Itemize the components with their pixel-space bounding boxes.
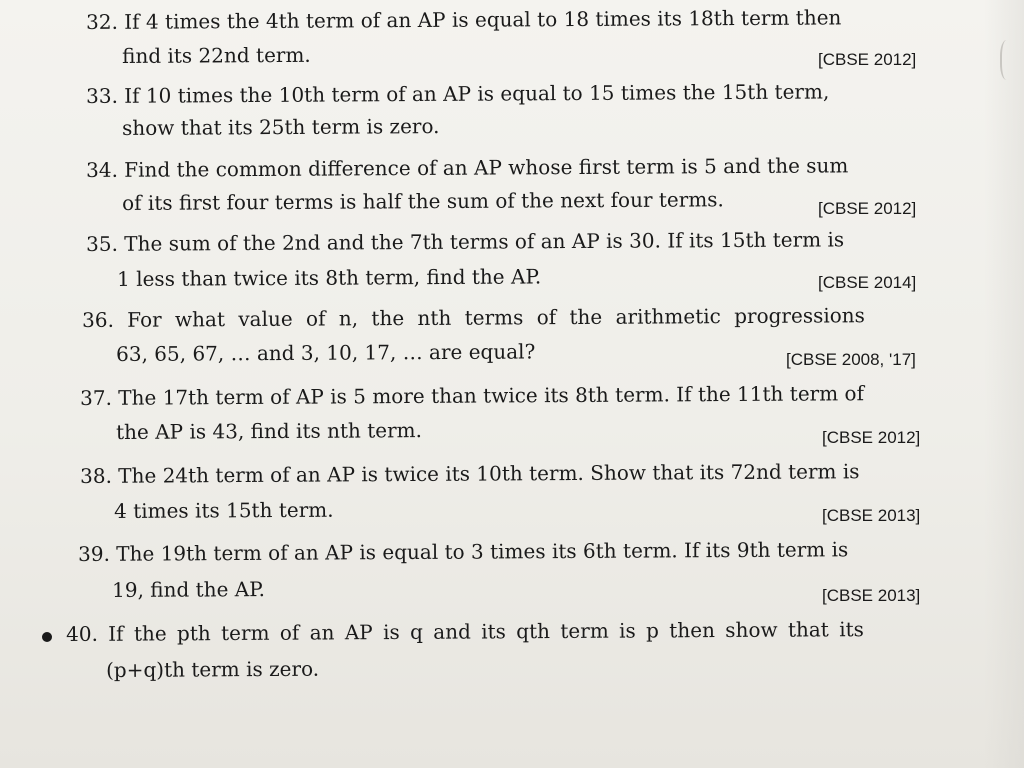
question-40-text: If the pth term of an AP is q and its qth term is p then show that its xyxy=(108,617,864,646)
question-36-number: 36. xyxy=(82,307,114,332)
question-32-text: If 4 times the 4th term of an AP is equal to 18 times its 18th term then xyxy=(124,5,842,34)
question-37-line1 xyxy=(80,381,864,410)
question-35-text: The sum of the 2nd and the 7th terms of an AP is 30. If its 15th term is xyxy=(124,227,845,256)
question-38-line1 xyxy=(80,459,860,488)
question-35-line2: 1 less than twice its 8th term, find the AP. xyxy=(117,264,542,291)
question-33-line2: show that its 25th term is zero. xyxy=(122,114,440,140)
question-36-text: For what value of n, the nth terms of the arithmetic progressions xyxy=(127,303,865,332)
question-38-source: [CBSE 2013] xyxy=(822,506,921,525)
question-40-number: 40. xyxy=(66,621,98,646)
question-34-text: Find the common difference of an AP whose first term is 5 and the sum xyxy=(124,153,849,182)
question-36-source: [CBSE 2008, '17] xyxy=(786,350,916,369)
question-36-line2: 63, 65, 67, … and 3, 10, 17, … are equal? xyxy=(116,339,536,366)
question-37-source: [CBSE 2012] xyxy=(822,428,921,447)
page-edge-mark xyxy=(1000,40,1016,80)
question-39-line2: 19, find the AP. xyxy=(112,577,266,602)
question-40-line1 xyxy=(66,617,864,646)
page-shadow xyxy=(984,0,1024,768)
question-33-line1 xyxy=(86,79,829,108)
question-37-line2: the AP is 43, find its nth term. xyxy=(116,418,423,444)
question-32-source: [CBSE 2012] xyxy=(818,50,917,69)
question-38-number: 38. xyxy=(80,463,112,488)
question-39-source: [CBSE 2013] xyxy=(822,586,921,605)
question-34-line1 xyxy=(86,153,848,182)
question-38-text: The 24th term of an AP is twice its 10th term. Show that its 72nd term is xyxy=(118,459,860,488)
question-32-line1 xyxy=(86,5,841,34)
question-38-line2: 4 times its 15th term. xyxy=(114,497,334,523)
question-32-line2: find its 22nd term. xyxy=(122,42,311,68)
question-33-number: 33. xyxy=(86,83,118,108)
question-37-text: The 17th term of AP is 5 more than twice its 8th term. If the 11th term of xyxy=(118,381,865,410)
question-35-source: [CBSE 2014] xyxy=(818,273,917,292)
question-35-number: 35. xyxy=(86,231,118,256)
question-33-text: If 10 times the 10th term of an AP is equal to 15 times the 15th term, xyxy=(124,79,830,108)
question-34-source: [CBSE 2012] xyxy=(818,199,917,218)
question-39-number: 39. xyxy=(78,541,110,566)
question-35-line1 xyxy=(86,227,844,256)
bullet-mark xyxy=(42,632,52,642)
question-36-line1 xyxy=(82,303,865,332)
question-37-number: 37. xyxy=(80,385,112,410)
question-39-line1 xyxy=(78,537,848,566)
question-40-line2: (p+q)th term is zero. xyxy=(106,656,320,682)
question-32-number: 32. xyxy=(86,9,118,34)
question-34-number: 34. xyxy=(86,157,118,182)
question-34-line2: of its first four terms is half the sum of the next four terms. xyxy=(122,187,724,215)
question-39-text: The 19th term of an AP is equal to 3 times its 6th term. If its 9th term is xyxy=(116,537,849,566)
